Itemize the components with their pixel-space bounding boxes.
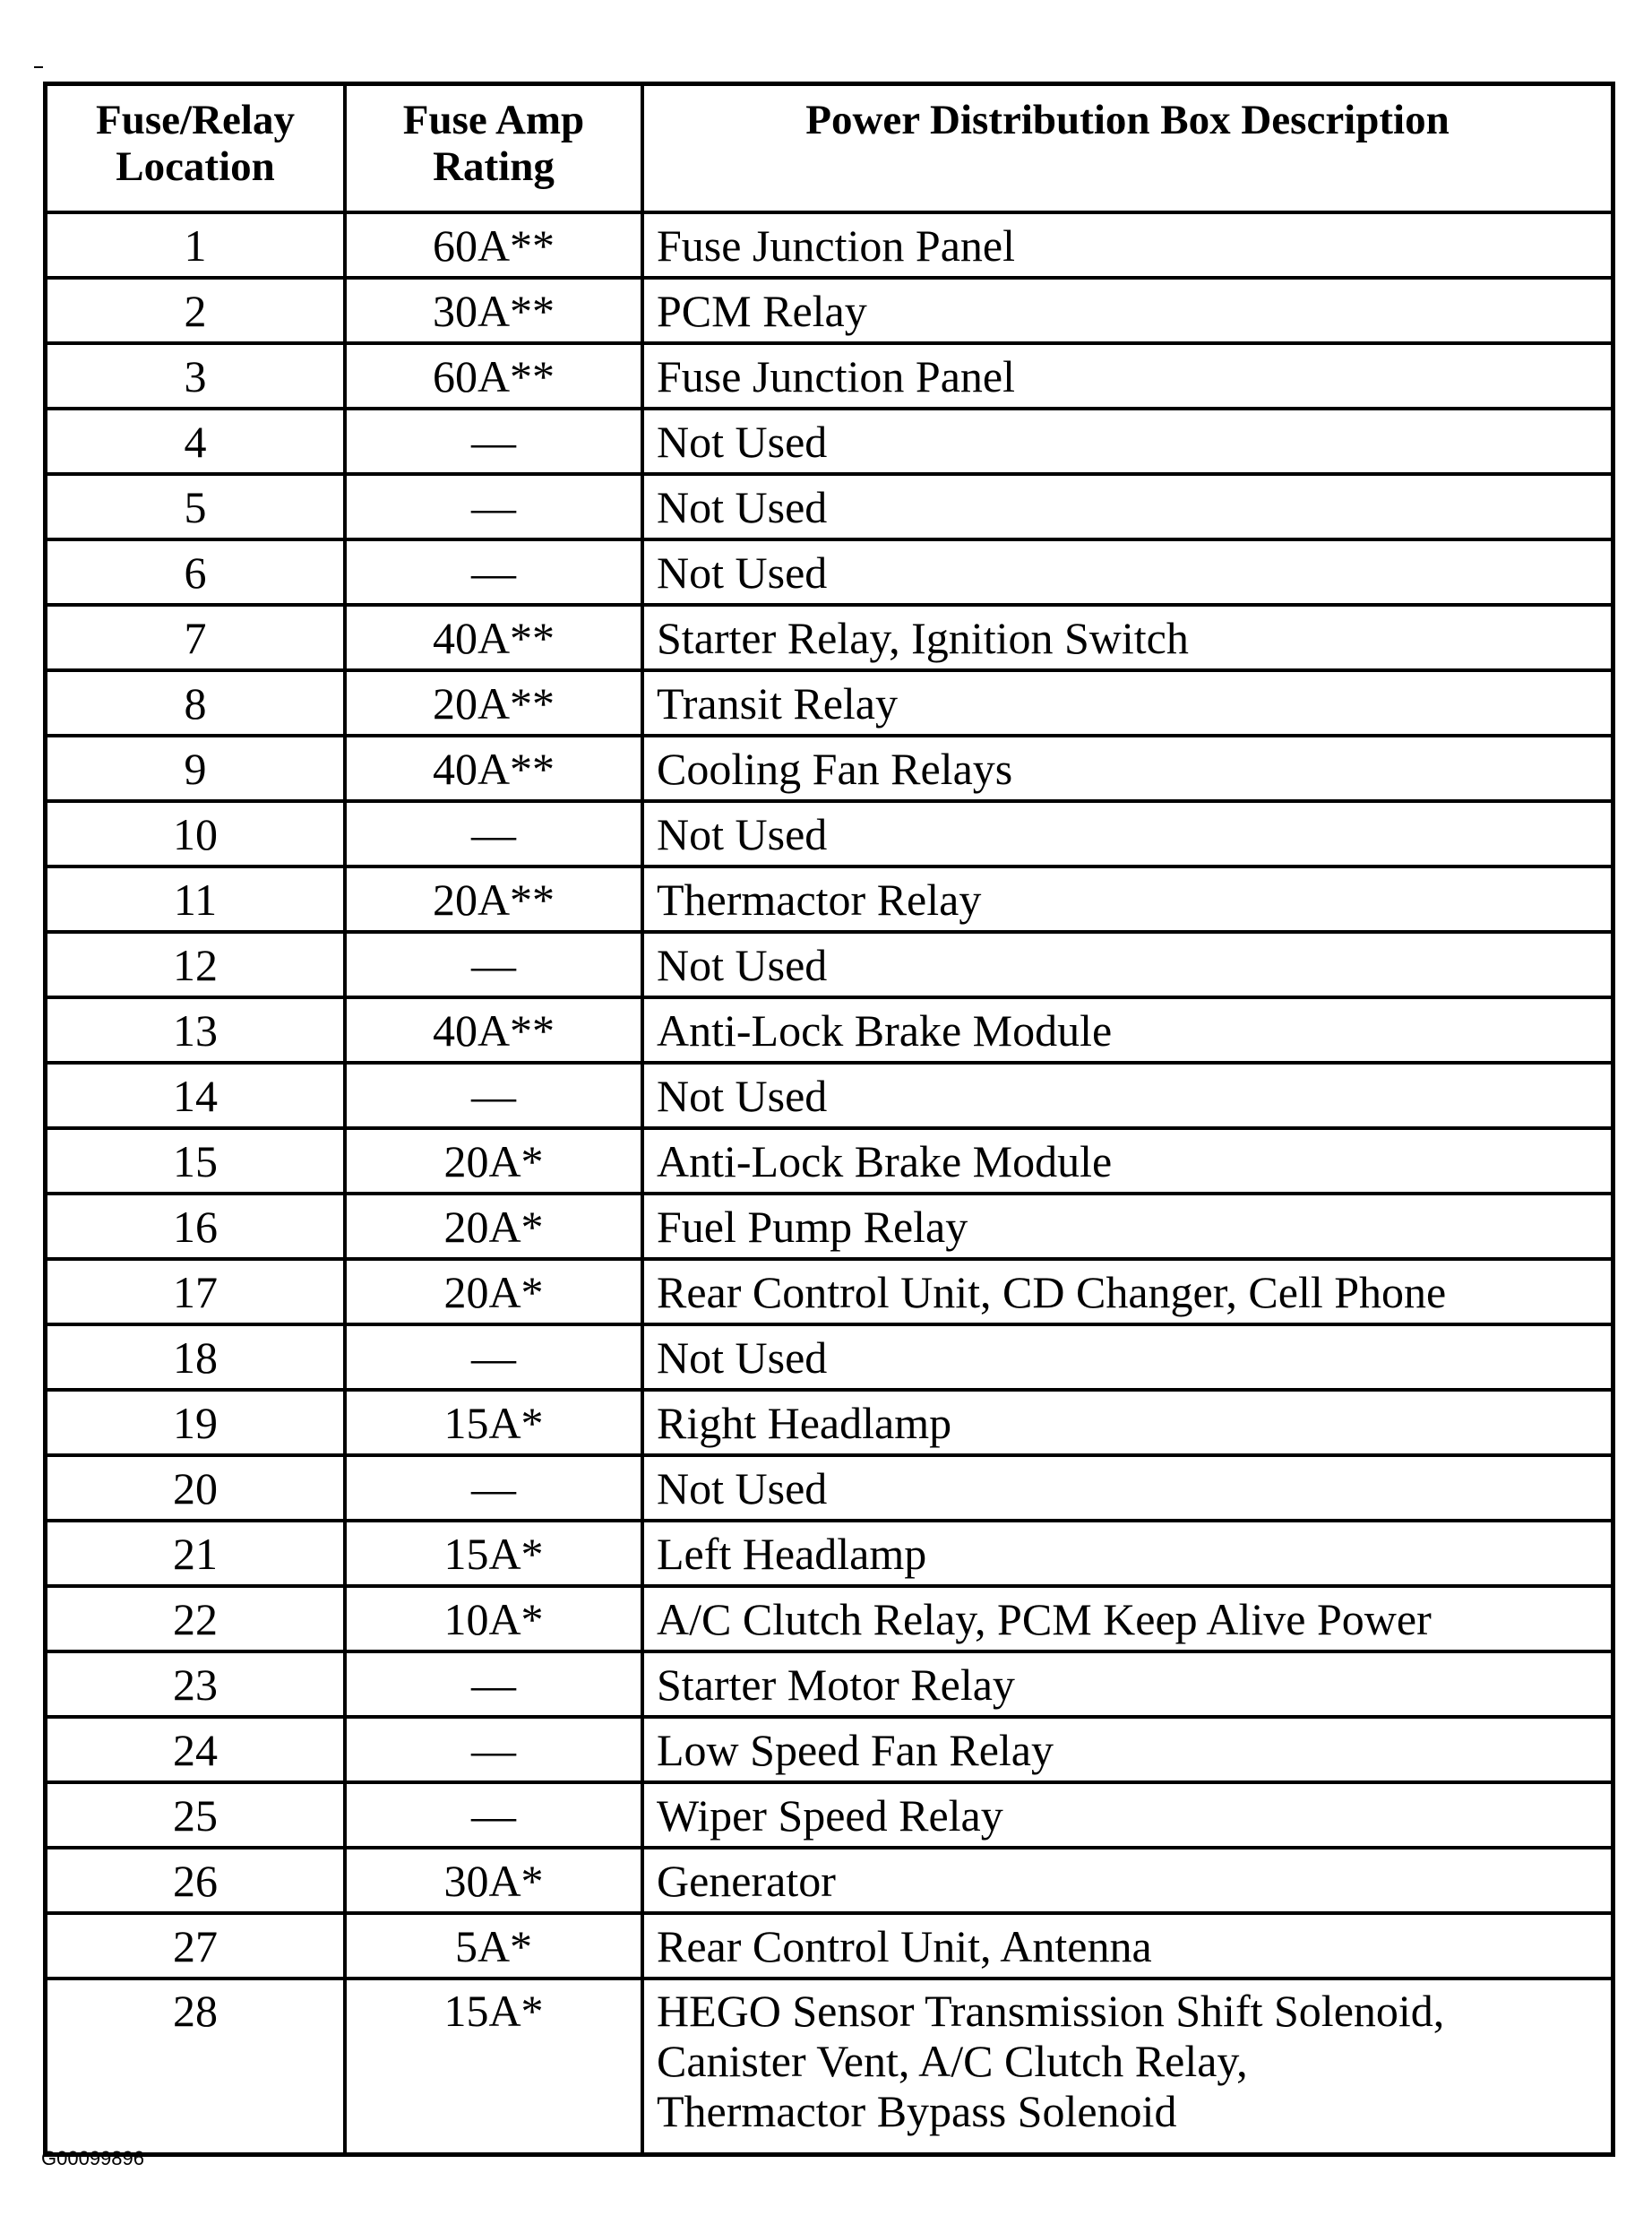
cell-location: 8 <box>46 670 346 736</box>
table-row <box>46 1455 1613 1521</box>
table-row <box>46 278 1613 343</box>
cell-description: Fuse Junction Panel <box>642 212 1613 278</box>
cell-rating: — <box>345 1455 642 1521</box>
cell-rating: 15A* <box>345 1979 642 2155</box>
cell-description: Thermactor Relay <box>642 866 1613 932</box>
cell-description: Not Used <box>642 801 1613 866</box>
cell-description: Not Used <box>642 409 1613 474</box>
cell-location: 13 <box>46 997 346 1063</box>
cell-rating: — <box>345 1651 642 1717</box>
cell-description: Generator <box>642 1848 1613 1913</box>
table-row <box>46 1063 1613 1128</box>
cell-rating: — <box>345 932 642 997</box>
table-row <box>46 866 1613 932</box>
cell-location: 6 <box>46 539 346 605</box>
cell-rating: 30A** <box>345 278 642 343</box>
cell-description: Not Used <box>642 932 1613 997</box>
cell-rating: — <box>345 539 642 605</box>
cell-location: 18 <box>46 1324 346 1390</box>
cell-description: Not Used <box>642 539 1613 605</box>
cell-rating: — <box>345 801 642 866</box>
figure-code: G00099896 <box>41 2147 144 2169</box>
table-row <box>46 605 1613 670</box>
cell-description: A/C Clutch Relay, PCM Keep Alive Power <box>642 1586 1613 1651</box>
table-row <box>46 997 1613 1063</box>
cell-rating: 30A* <box>345 1848 642 1913</box>
cell-rating: 20A* <box>345 1259 642 1324</box>
table-row <box>46 1848 1613 1913</box>
cell-location: 5 <box>46 474 346 539</box>
cell-rating: 20A* <box>345 1194 642 1259</box>
table-row <box>46 1259 1613 1324</box>
cell-location: 2 <box>46 278 346 343</box>
cell-description: Wiper Speed Relay <box>642 1782 1613 1848</box>
cell-location: 10 <box>46 801 346 866</box>
cell-rating: 40A** <box>345 997 642 1063</box>
cell-location: 7 <box>46 605 346 670</box>
cell-rating: 20A* <box>345 1128 642 1194</box>
cell-location: 14 <box>46 1063 346 1128</box>
cell-rating: — <box>345 474 642 539</box>
header-location: Fuse/Relay Location <box>46 84 346 213</box>
cell-location: 11 <box>46 866 346 932</box>
table-row <box>46 670 1613 736</box>
cell-description: Rear Control Unit, CD Changer, Cell Phone <box>642 1259 1613 1324</box>
cell-rating: — <box>345 1717 642 1782</box>
table-row <box>46 736 1613 801</box>
cell-rating: 60A** <box>345 343 642 409</box>
cell-description: Right Headlamp <box>642 1390 1613 1455</box>
cell-description: Not Used <box>642 1324 1613 1390</box>
table-row <box>46 932 1613 997</box>
cell-rating: 15A* <box>345 1390 642 1455</box>
cell-location: 4 <box>46 409 346 474</box>
cell-description: Not Used <box>642 474 1613 539</box>
cell-rating: 20A** <box>345 670 642 736</box>
cell-rating: — <box>345 1324 642 1390</box>
table-row <box>46 1979 1613 2155</box>
table-row <box>46 801 1613 866</box>
table-row <box>46 1651 1613 1717</box>
header-rating: Fuse Amp Rating <box>345 84 642 213</box>
cell-location: 26 <box>46 1848 346 1913</box>
table-row <box>46 212 1613 278</box>
cell-location: 19 <box>46 1390 346 1455</box>
cell-location: 28 <box>46 1979 346 2155</box>
cell-rating: — <box>345 409 642 474</box>
table-row <box>46 1717 1613 1782</box>
table-row <box>46 1390 1613 1455</box>
cell-rating: 40A** <box>345 605 642 670</box>
fuse-table <box>43 82 1615 2157</box>
cell-location: 9 <box>46 736 346 801</box>
table-row <box>46 474 1613 539</box>
cell-description: Transit Relay <box>642 670 1613 736</box>
cell-description: Not Used <box>642 1063 1613 1128</box>
table-row <box>46 1521 1613 1586</box>
cell-rating: 10A* <box>345 1586 642 1651</box>
cell-rating: 15A* <box>345 1521 642 1586</box>
cell-rating: — <box>345 1063 642 1128</box>
cell-description: Left Headlamp <box>642 1521 1613 1586</box>
scan-mark <box>34 66 43 68</box>
table-row <box>46 1128 1613 1194</box>
cell-location: 21 <box>46 1521 346 1586</box>
cell-description: Fuse Junction Panel <box>642 343 1613 409</box>
cell-description: Not Used <box>642 1455 1613 1521</box>
table-row <box>46 539 1613 605</box>
cell-rating: 40A** <box>345 736 642 801</box>
cell-description: PCM Relay <box>642 278 1613 343</box>
table-row <box>46 1782 1613 1848</box>
cell-description: Low Speed Fan Relay <box>642 1717 1613 1782</box>
cell-location: 16 <box>46 1194 346 1259</box>
cell-description: Starter Motor Relay <box>642 1651 1613 1717</box>
cell-location: 27 <box>46 1913 346 1979</box>
cell-rating: 60A** <box>345 212 642 278</box>
cell-description: Cooling Fan Relays <box>642 736 1613 801</box>
cell-location: 22 <box>46 1586 346 1651</box>
table-row <box>46 1324 1613 1390</box>
header-description: Power Distribution Box Description <box>642 84 1613 213</box>
cell-location: 3 <box>46 343 346 409</box>
table-row <box>46 1913 1613 1979</box>
cell-description: Anti-Lock Brake Module <box>642 1128 1613 1194</box>
cell-description: Starter Relay, Ignition Switch <box>642 605 1613 670</box>
cell-description: Anti-Lock Brake Module <box>642 997 1613 1063</box>
table-row <box>46 409 1613 474</box>
cell-description: Fuel Pump Relay <box>642 1194 1613 1259</box>
cell-location: 25 <box>46 1782 346 1848</box>
cell-location: 12 <box>46 932 346 997</box>
header-row <box>46 84 1613 213</box>
cell-description: Rear Control Unit, Antenna <box>642 1913 1613 1979</box>
table-row <box>46 343 1613 409</box>
cell-location: 15 <box>46 1128 346 1194</box>
cell-location: 1 <box>46 212 346 278</box>
cell-location: 20 <box>46 1455 346 1521</box>
table-row <box>46 1194 1613 1259</box>
cell-location: 23 <box>46 1651 346 1717</box>
cell-description: HEGO Sensor Transmission Shift Solenoid, Canister Vent, A/C Clutch Relay, Thermactor Bypass Solenoid <box>642 1979 1613 2155</box>
cell-rating: 5A* <box>345 1913 642 1979</box>
cell-rating: — <box>345 1782 642 1848</box>
table-row <box>46 1586 1613 1651</box>
cell-location: 17 <box>46 1259 346 1324</box>
cell-rating: 20A** <box>345 866 642 932</box>
cell-location: 24 <box>46 1717 346 1782</box>
